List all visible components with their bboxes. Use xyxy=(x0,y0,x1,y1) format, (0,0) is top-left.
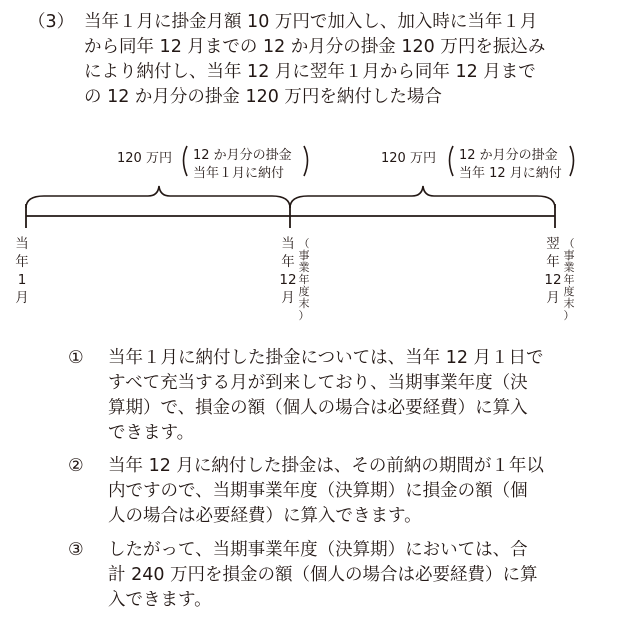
item-line: すべて充当する月が到来しており、当期事業年度（決 xyxy=(108,373,528,393)
left-note-line2: 当年１月に納付 xyxy=(193,166,285,181)
tick-char: 当 xyxy=(281,236,295,252)
left-brace xyxy=(26,186,290,208)
left-note-line1: 12 か月分の掛金 xyxy=(193,148,292,163)
heading-line: から同年 12 月までの 12 か月分の掛金 120 万円を振込み xyxy=(84,37,546,57)
item-marker: ③ xyxy=(68,540,84,560)
tick-char: 月 xyxy=(281,290,295,306)
item-line: できます。 xyxy=(108,423,195,443)
heading-line: により納付し、当年 12 月に翌年１月から同年 12 月まで xyxy=(84,62,536,82)
note-char: ） xyxy=(563,309,575,322)
note-char: 度 xyxy=(298,285,310,298)
left-note-close-paren xyxy=(304,146,308,176)
item-line: したがって、当期事業年度（決算期）においては、合 xyxy=(108,540,528,560)
item-line: 内ですので、当期事業年度（決算期）に損金の額（個 xyxy=(108,481,528,501)
right-note-open-paren xyxy=(450,146,454,176)
note-char: 末 xyxy=(563,297,575,310)
tick-char: 月 xyxy=(15,290,29,306)
item-line: 算期）で、損金の額（個人の場合は必要経費）に算入 xyxy=(108,398,528,418)
right-note-line2: 当年 12 月に納付 xyxy=(459,166,562,181)
case-number: （3） xyxy=(28,12,75,32)
item-line: 入できます。 xyxy=(108,590,212,610)
heading-line: の 12 か月分の掛金 120 万円を納付した場合 xyxy=(84,87,442,107)
tick-char: 月 xyxy=(546,290,560,306)
tick-char: 1 xyxy=(17,272,27,288)
tick-char: 年 xyxy=(546,254,560,270)
heading-line: 当年１月に掛金月額 10 万円で加入し、加入時に当年１月 xyxy=(84,12,538,32)
tick-char: 翌 xyxy=(546,236,560,252)
item-line: 人の場合は必要経費）に算入できます。 xyxy=(108,506,422,526)
note-char: 事 xyxy=(563,249,575,262)
note-char: 事 xyxy=(298,249,310,262)
tick-char: 年 xyxy=(15,254,29,270)
note-char: 度 xyxy=(563,285,575,298)
left-note-open-paren xyxy=(184,146,188,176)
note-char: （ xyxy=(563,237,575,250)
timeline-svg xyxy=(0,140,623,340)
right-amount-label: 120 万円 xyxy=(381,151,436,166)
note-char: ） xyxy=(298,309,310,322)
note-char: （ xyxy=(298,237,310,250)
tick-char: 12 xyxy=(544,272,562,288)
note-char: 年 xyxy=(563,273,575,286)
tick-char: 年 xyxy=(281,254,295,270)
tick-char: 当 xyxy=(15,236,29,252)
left-amount-label: 120 万円 xyxy=(117,151,172,166)
item-line: 当年１月に納付した掛金については、当年 12 月１日で xyxy=(108,348,544,368)
item-marker: ① xyxy=(68,348,84,368)
item-line: 計 240 万円を損金の額（個人の場合は必要経費）に算 xyxy=(108,565,538,585)
item-marker: ② xyxy=(68,456,84,476)
tick-char: 12 xyxy=(279,272,297,288)
right-note-line1: 12 か月分の掛金 xyxy=(459,148,558,163)
right-brace xyxy=(290,186,555,208)
note-char: 末 xyxy=(298,297,310,310)
note-char: 年 xyxy=(298,273,310,286)
note-char: 業 xyxy=(298,261,310,274)
item-line: 当年 12 月に納付した掛金は、その前納の期間が１年以 xyxy=(108,456,544,476)
note-char: 業 xyxy=(563,261,575,274)
right-note-close-paren xyxy=(570,146,574,176)
payment-timeline-diagram xyxy=(0,140,623,340)
